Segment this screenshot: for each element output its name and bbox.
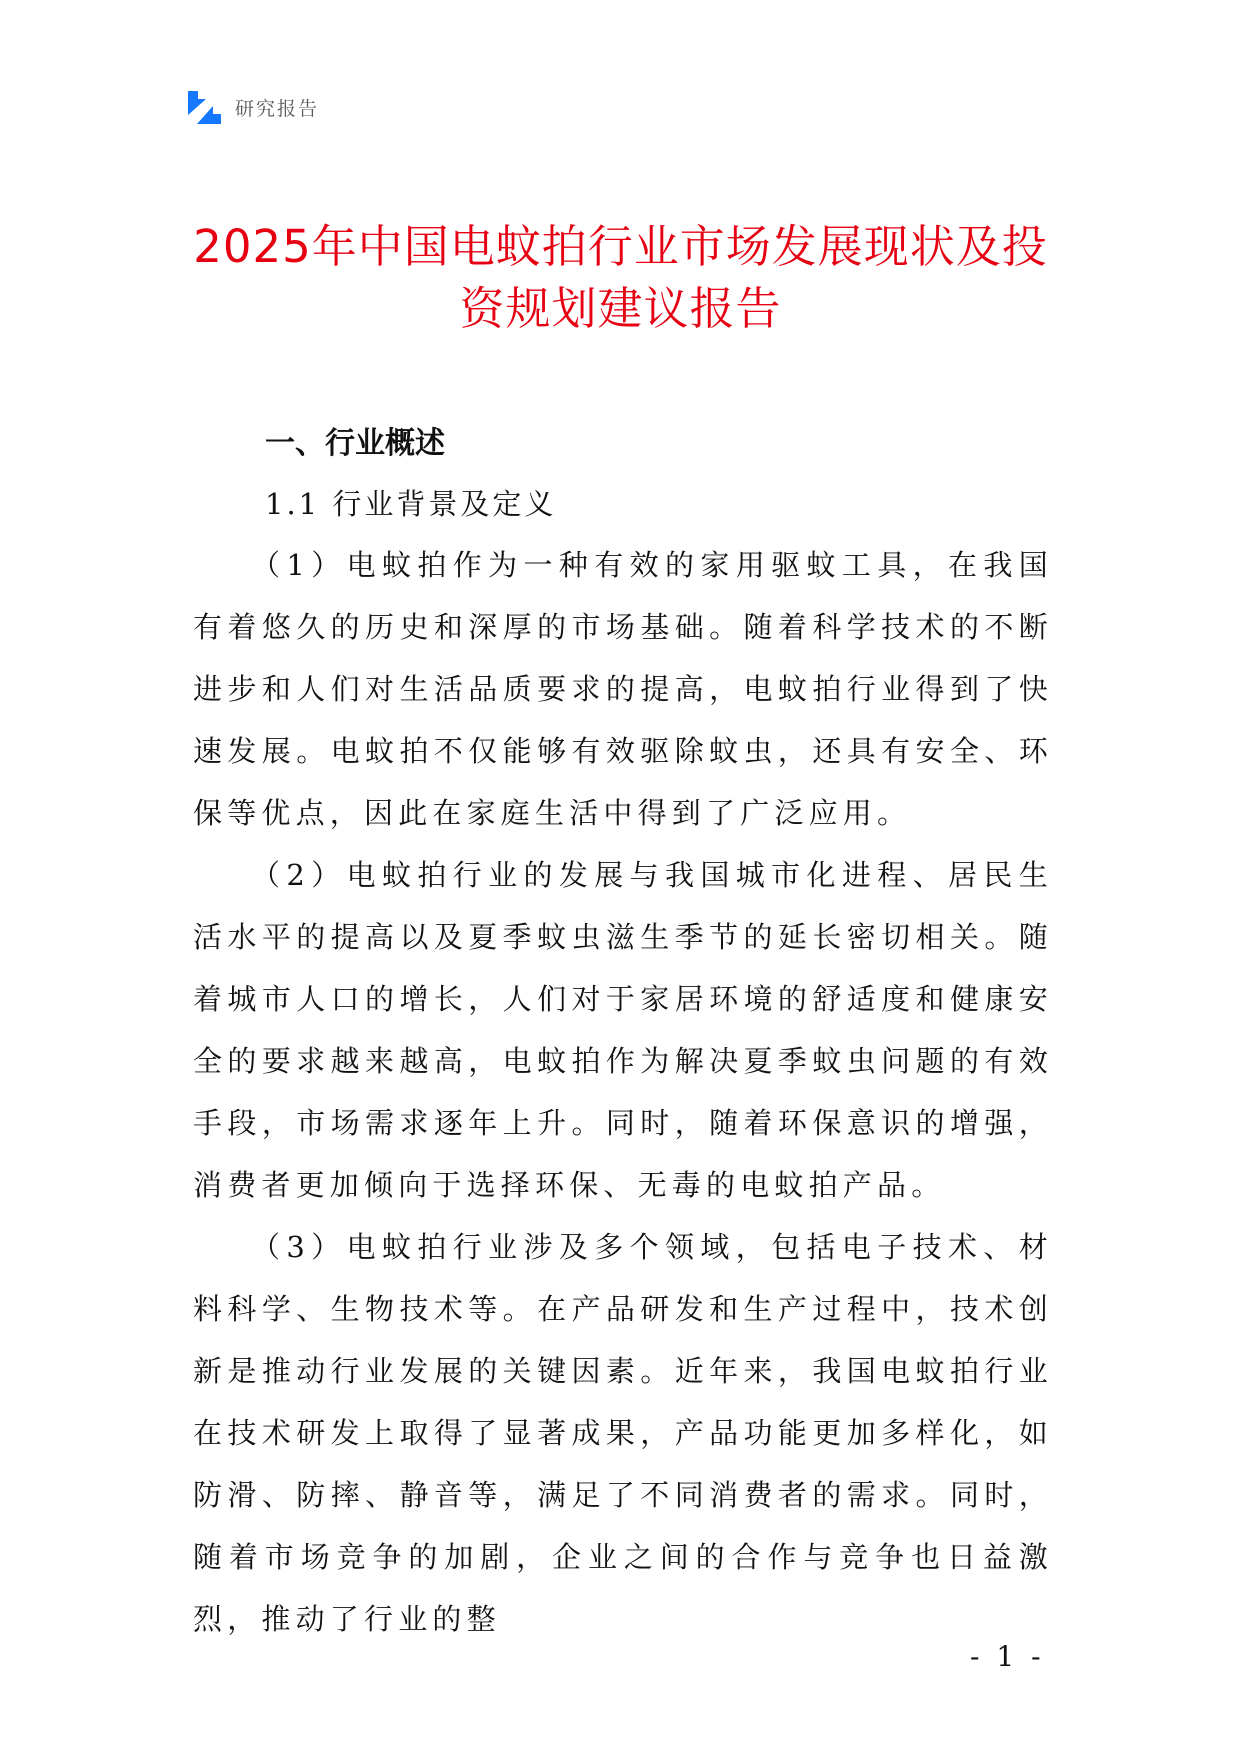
arrow-logo-icon xyxy=(188,91,221,124)
paragraph-2: （2）电蚊拍行业的发展与我国城市化进程、居民生活水平的提高以及夏季蚊虫滋生季节的延长密切相关。随着城市人口的增长，人们对于家居环境的舒适度和健康安全的要求越来越高，电蚊拍作为解决夏季蚊虫问题的有效手段，市场需求逐年上升。同时，随着环保意识的增强，消费者更加倾向于选择环保、无毒的电蚊拍产品。 xyxy=(193,858,1053,1202)
header-label: 研究报告 xyxy=(235,97,320,120)
page-number: - 1 - xyxy=(970,1640,1045,1673)
paragraph-3: （3）电蚊拍行业涉及多个领域，包括电子技术、材料科学、生物技术等。在产品研发和生产过程中，技术创新是推动行业发展的关键因素。近年来，我国电蚊拍行业在技术研发上取得了显著成果，产品功能更加多样化，如防滑、防摔、静音等，满足了不同消费者的需求。同时，随着市场竞争的加剧，企业之间的合作与竞争也日益激烈，推动了行业的整 xyxy=(193,1230,1053,1636)
title-line-1: 2025年中国电蚊拍行业市场发展现状及投 xyxy=(193,220,1048,273)
body-text xyxy=(193,534,1053,1650)
paragraph-1: （1）电蚊拍作为一种有效的家用驱蚊工具，在我国有着悠久的历史和深厚的市场基础。随着科学技术的不断进步和人们对生活品质要求的提高，电蚊拍行业得到了快速发展。电蚊拍不仅能够有效驱除蚊虫，还具有安全、环保等优点，因此在家庭生活中得到了广泛应用。 xyxy=(193,548,1053,830)
section-heading: 一、行业概述 xyxy=(265,426,445,461)
subsection-heading: 1.1 行业背景及定义 xyxy=(265,487,557,521)
document-title xyxy=(160,216,1081,340)
header xyxy=(188,87,319,127)
title-line-2: 资规划建议报告 xyxy=(459,282,782,335)
